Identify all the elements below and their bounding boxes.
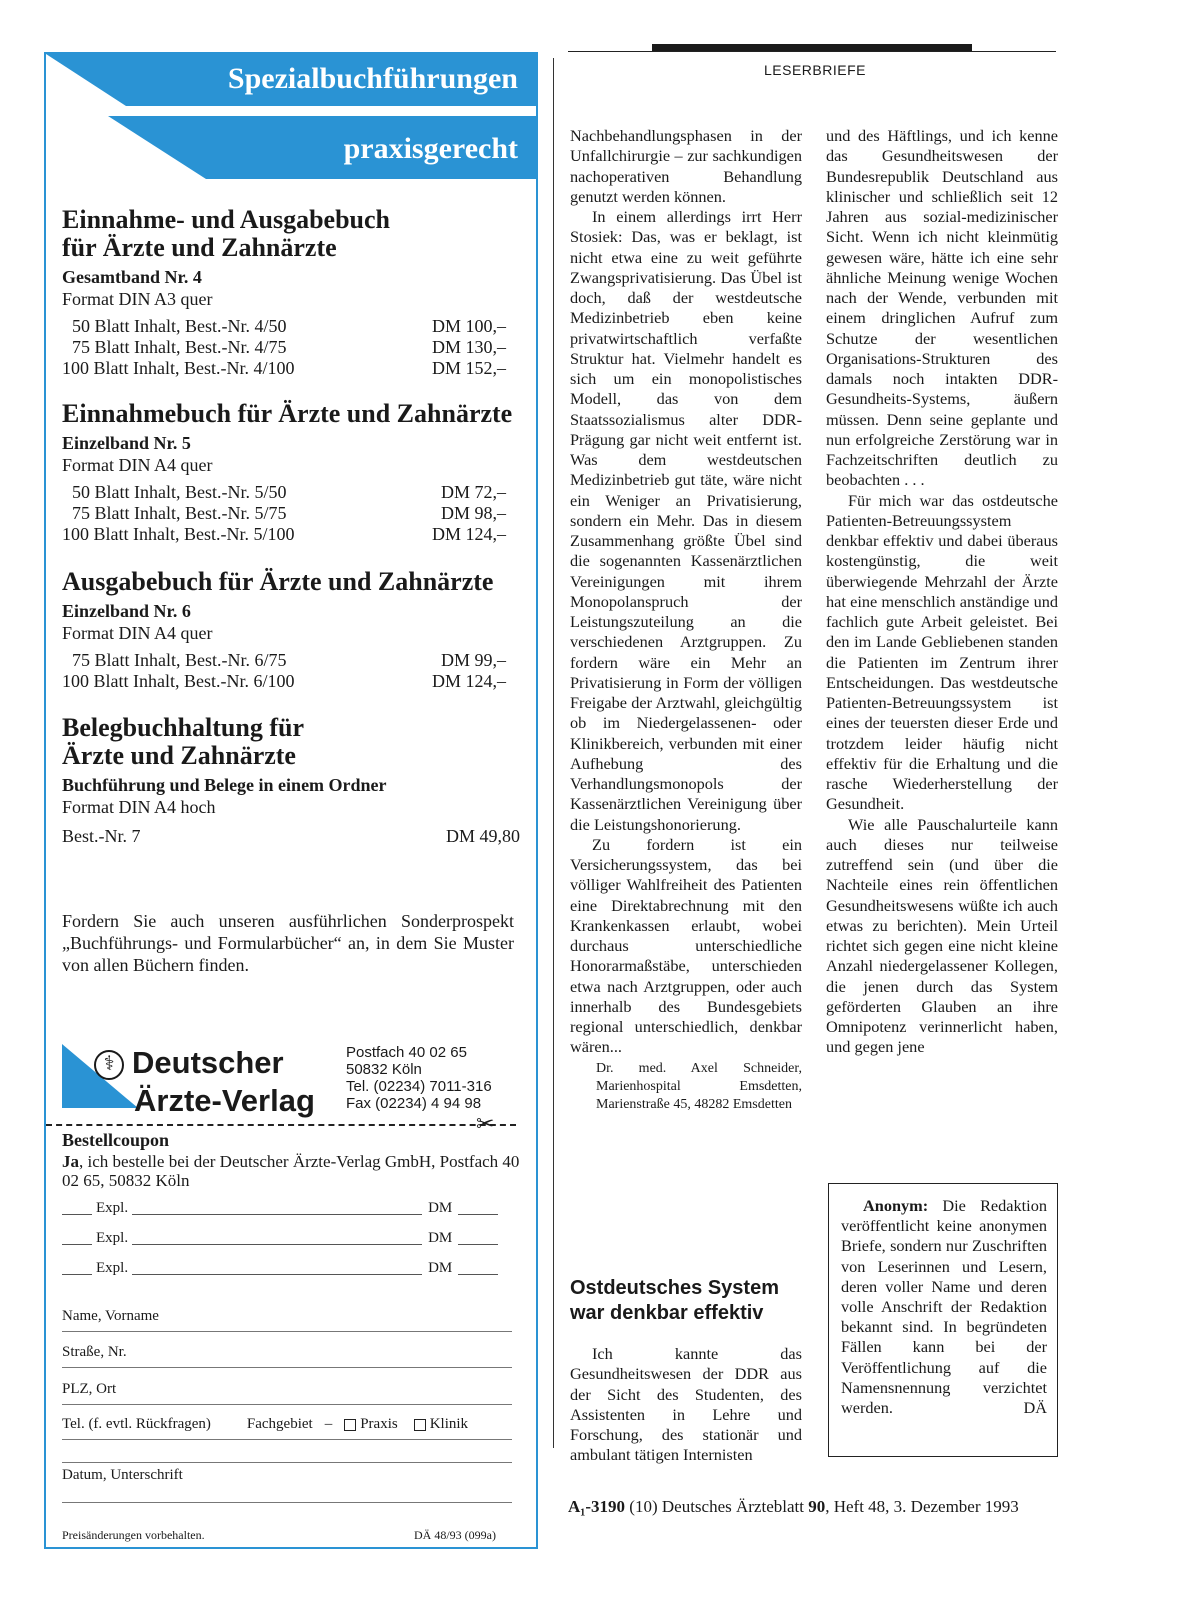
book-4-title: Belegbuchhaltung für Ärzte und Zahnärzte bbox=[62, 713, 304, 770]
plz-field[interactable]: PLZ, Ort bbox=[62, 1381, 512, 1405]
book-4-format: Format DIN A4 hoch bbox=[62, 797, 216, 817]
item-label: 100 Blatt Inhalt, Best.-Nr. 4/100 bbox=[62, 358, 295, 378]
price-blank[interactable] bbox=[458, 1262, 498, 1275]
advertisement-box bbox=[44, 52, 538, 1549]
klinik-checkbox[interactable] bbox=[414, 1419, 426, 1431]
section-label: LESERBRIEFE bbox=[764, 62, 866, 78]
article-column-2 bbox=[826, 126, 1058, 1058]
klinik-label: Klinik bbox=[429, 1416, 469, 1432]
item-label: 75 Blatt Inhalt, Best.-Nr. 6/75 bbox=[72, 650, 287, 670]
price-row bbox=[62, 826, 522, 847]
ad-subtitle: praxisgerecht bbox=[343, 132, 518, 165]
book-2-format: Format DIN A4 quer bbox=[62, 455, 213, 475]
item-label: 75 Blatt Inhalt, Best.-Nr. 4/75 bbox=[72, 337, 287, 357]
book-2-title: Einnahmebuch für Ärzte und Zahnärzte bbox=[62, 399, 513, 428]
item-price: DM 130,– bbox=[431, 337, 506, 357]
book-4 bbox=[62, 714, 522, 847]
paragraph: Ich kannte das Gesundheitswesen der DDR aus der Sicht des Studenten, des Assistenten in Lehre und Forschung, des stationär und ambulant tätigen Internisten bbox=[570, 1344, 802, 1465]
caduceus-icon: ⚕ bbox=[94, 1050, 124, 1080]
coupon-text bbox=[62, 1152, 522, 1190]
book-3-band: Einzelband Nr. 6 bbox=[62, 601, 191, 621]
expl-label: Expl. bbox=[96, 1200, 129, 1216]
dm-label: DM bbox=[428, 1260, 453, 1276]
book-1-title-text: Einnahme- und Ausgabebuch für Ärzte und Zahnärzte bbox=[62, 205, 391, 262]
date-underline bbox=[62, 1502, 512, 1503]
order-line[interactable] bbox=[62, 1200, 512, 1217]
order-line[interactable] bbox=[62, 1230, 512, 1247]
book-1-title bbox=[62, 206, 522, 262]
paragraph: Nachbehandlungsphasen in der Unfallchirurgie – zur sachkundigen nachoperativen Behandlung genutzt werden können. bbox=[570, 126, 802, 206]
ad-title: Spezialbuchführungen bbox=[227, 62, 518, 95]
praxis-checkbox[interactable] bbox=[344, 1419, 356, 1431]
item-label: Best.-Nr. 7 bbox=[62, 826, 141, 846]
date-field[interactable]: Datum, Unterschrift bbox=[62, 1462, 512, 1490]
tel-label: Tel. (f. evtl. Rückfragen) bbox=[62, 1416, 211, 1432]
item-price: DM 152,– bbox=[431, 358, 506, 378]
expl-label: Expl. bbox=[96, 1230, 129, 1246]
letter-heading: Ostdeutsches System war denkbar effektiv bbox=[570, 1277, 779, 1324]
name-field[interactable]: Name, Vorname bbox=[62, 1308, 512, 1332]
cut-line bbox=[46, 1124, 516, 1126]
book-3 bbox=[62, 568, 522, 692]
praxis-label: Praxis bbox=[360, 1416, 398, 1432]
item-price: DM 124,– bbox=[431, 671, 506, 691]
street-field[interactable]: Straße, Nr. bbox=[62, 1344, 512, 1368]
price-row bbox=[62, 337, 522, 358]
qty-blank[interactable] bbox=[62, 1202, 92, 1215]
book-2 bbox=[62, 400, 522, 545]
item-price: DM 98,– bbox=[440, 503, 506, 523]
price-row bbox=[62, 316, 522, 337]
book-1-band: Gesamtband Nr. 4 bbox=[62, 267, 202, 287]
book-2-band: Einzelband Nr. 5 bbox=[62, 433, 191, 453]
coupon-body: , ich bestelle bei der Deutscher Ärzte-Verlag GmbH, Postfach 40 02 65, 50832 Köln bbox=[62, 1152, 520, 1190]
scissors-icon: ✂ bbox=[476, 1111, 495, 1136]
item-price: DM 72,– bbox=[440, 482, 506, 502]
price-note: Preisänderungen vorbehalten. bbox=[62, 1528, 205, 1542]
publisher-fax: Fax (02234) 4 94 98 bbox=[346, 1095, 482, 1112]
page-number: A₁-3190 bbox=[568, 1497, 626, 1516]
paragraph: und des Häftlings, und ich kenne das Gesundheitswesen der Bundesrepublik Deutschland aus klinischer und schließlich seit 12 Jahren aus sozial-medizinischer Sicht. Wenn ich nicht kleinmütig gewesen wäre, hätte ich eine sehr ähnliche Meinung wenige Wochen nach der Wende, verbunden mit einem dringlichen Aufruf zum Schutze der wesentlichen Organisations-Strukturen des damals noch intakten DDR-Gesundheits-Systems, äußern müssen. Denn seine geplante und nun erfolgreiche Zerstörung war in Fachzeitschriften deutlich zu beobachten . . . bbox=[826, 126, 1058, 490]
item-label: 50 Blatt Inhalt, Best.-Nr. 4/50 bbox=[72, 316, 287, 336]
publisher-city: 50832 Köln bbox=[346, 1061, 422, 1078]
item-price: DM 99,– bbox=[440, 650, 506, 670]
title-blank[interactable] bbox=[132, 1262, 422, 1275]
coupon-title: Bestellcoupon bbox=[62, 1130, 170, 1150]
price-row bbox=[62, 482, 522, 503]
dm-label: DM bbox=[428, 1230, 453, 1246]
item-label: 75 Blatt Inhalt, Best.-Nr. 5/75 bbox=[72, 503, 287, 523]
item-label: 100 Blatt Inhalt, Best.-Nr. 6/100 bbox=[62, 671, 295, 691]
qty-blank[interactable] bbox=[62, 1232, 92, 1245]
price-blank[interactable] bbox=[458, 1232, 498, 1245]
anon-label: Anonym: bbox=[863, 1196, 929, 1215]
book-3-title: Ausgabebuch für Ärzte und Zahnärzte bbox=[62, 567, 494, 596]
price-row bbox=[62, 358, 522, 379]
anonymity-notice-box bbox=[828, 1183, 1058, 1457]
footer-issue: , Heft 48, 3. Dezember 1993 bbox=[825, 1497, 1019, 1516]
item-label: 100 Blatt Inhalt, Best.-Nr. 5/100 bbox=[62, 524, 295, 544]
qty-blank[interactable] bbox=[62, 1262, 92, 1275]
column-divider bbox=[553, 58, 554, 1448]
letter-signature: Dr. med. Axel Schneider, Marienhospital Emsdetten, Marienstraße 45, 48282 Emsdetten bbox=[596, 1060, 802, 1112]
footer-text: (10) Deutsches Ärzteblatt bbox=[629, 1497, 804, 1516]
dash: – bbox=[324, 1416, 333, 1432]
fachgebiet-label: Fachgebiet bbox=[246, 1416, 313, 1432]
publisher-name-line2: Ärzte-Verlag bbox=[134, 1083, 315, 1118]
publisher-name-line1 bbox=[94, 1044, 315, 1082]
ad-code: DÄ 48/93 (099a) bbox=[414, 1528, 496, 1542]
book-4-band: Buchführung und Belege in einem Ordner bbox=[62, 775, 387, 795]
paragraph: In einem allerdings irrt Herr Stosiek: Das, was er beklagt, ist nicht etwa eine zu weit geführte Zwangsprivatisierung. Das Übel ist doch, daß der westdeutsche Medizinbetrieb eben keine privatwirtschaftlich verfaßte Struktur hat. Vielmehr handelt es sich um ein monopolistisches Modell, das von dem Staatssozialismus alter DDR-Prägung gar nicht weit entfernt ist. Was dem westdeutschen Medizinbetrieb gut täte, wäre nicht ein Weniger an Privatisierung, sondern ein Mehr. Das in diesem Zusammenhang größte Übel sind die sogenannten Kassenärztlichen Vereinigungen mit ihrem Monopolanspruch der Leistungszuteilung an die verschiedenen Arztgruppen. Zu fordern wäre ein Mehr an Privatisierung in Form der völligen Freigabe der Arztwahl, gleichgültig ob im Niedergelassenen- oder Klinikbereich, verbunden mit einer Aufhebung des Verhandlungsmonopols der Kassenärztlichen Vereinigung über die Leistungshonorierung. bbox=[570, 207, 802, 834]
title-blank[interactable] bbox=[132, 1202, 422, 1215]
anon-sign: DÄ bbox=[1023, 1398, 1047, 1418]
price-blank[interactable] bbox=[458, 1202, 498, 1215]
anon-text: Die Redaktion veröffentlicht keine anonymen Briefe, sondern nur Zuschriften von Leserinnen und Lesern, deren voller Name und deren volle Anschrift der Redaktion bekannt sind. In begründeten Fällen kann bei der Veröffentlichung auf die Namensnennung verzichtet werden. bbox=[841, 1196, 1047, 1418]
tel-field[interactable] bbox=[62, 1416, 512, 1440]
publisher-name bbox=[94, 1044, 315, 1120]
item-label: 50 Blatt Inhalt, Best.-Nr. 5/50 bbox=[72, 482, 287, 502]
article-column-1 bbox=[570, 126, 802, 1114]
article-column-1-bottom bbox=[570, 1344, 802, 1466]
page-footer bbox=[568, 1497, 1019, 1517]
coupon-ja: Ja bbox=[62, 1152, 79, 1171]
paragraph: Wie alle Pauschalurteile kann auch dieses nur teilweise zutreffend sein (und über die Nachteile eines rein öffentlichen Gesundheitswesens wüßte ich auch etwas zu berichten). Mein Urteil richtet sich gegen eine nicht kleine Anzahl niedergelassener Kollegen, die jenen durch das System geförderten Glauben an ihre Omnipotenz verinnerlicht haben, und gegen jene bbox=[826, 814, 1058, 1057]
book-1-format: Format DIN A3 quer bbox=[62, 289, 213, 309]
header-rule bbox=[568, 51, 1056, 52]
book-1 bbox=[62, 206, 522, 379]
banner-bottom-tail bbox=[206, 179, 536, 192]
publisher-contact bbox=[346, 1044, 492, 1112]
ad-note: Fordern Sie auch unseren ausführlichen Sonderprospekt „Buchführungs- und Formularbücher“ an, in dem Sie Muster von allen Büchern finden. bbox=[62, 911, 514, 975]
paragraph: Für mich war das ostdeutsche Patienten-Betreuungssystem denkbar effektiv und dabei überaus kostengünstig, die weit überwiegende Mehrzahl der Ärzte hat eine menschlich anständige und fachlich gute Arbeit geleistet. Bei den im Lande Gebliebenen standen die Patienten im Zentrum ihrer Entscheidungen. Das westdeutsche Patienten-Betreuungssystem ist eines der teuersten dieser Erde und trotzdem leider häufig nicht effektiv für die Erhaltung und die rasche Wiederherstellung der Gesundheit. bbox=[826, 490, 1058, 814]
publisher-tel: Tel. (02234) 7011-316 bbox=[346, 1078, 492, 1095]
price-row bbox=[62, 524, 522, 545]
order-line[interactable] bbox=[62, 1260, 512, 1277]
item-price: DM 100,– bbox=[431, 316, 506, 336]
publisher-address: Postfach 40 02 65 bbox=[346, 1044, 467, 1061]
dm-label: DM bbox=[428, 1200, 453, 1216]
price-row bbox=[62, 671, 522, 692]
price-row bbox=[62, 503, 522, 524]
book-3-format: Format DIN A4 quer bbox=[62, 623, 213, 643]
paragraph: Zu fordern ist ein Versicherungssystem, das bei völliger Wahlfreiheit des Patienten eine Direktabrechnung mit den Krankenkassen erlaubt, wobei durchaus unterschiedliche Honorarmaßstäbe, unterschieden etwa nach Arztgruppen, oder auch innerhalb des Bundesgebiets regional unterschiedlich, denkbar wären... bbox=[570, 834, 802, 1057]
item-price: DM 124,– bbox=[431, 524, 506, 544]
item-price: DM 49,80 bbox=[445, 826, 520, 846]
footer-volume: 90 bbox=[808, 1497, 826, 1516]
title-blank[interactable] bbox=[132, 1232, 422, 1245]
price-row bbox=[62, 650, 522, 671]
expl-label: Expl. bbox=[96, 1260, 129, 1276]
publisher-name-text1: Deutscher bbox=[132, 1045, 284, 1080]
